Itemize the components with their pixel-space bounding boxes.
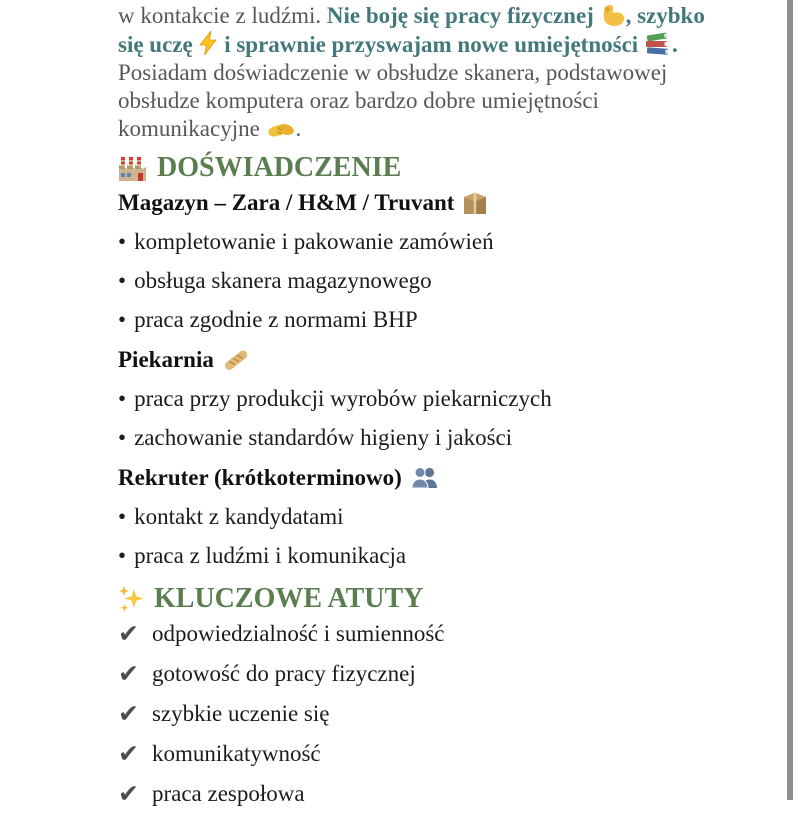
bullet-glyph: • <box>118 425 127 450</box>
bullet-text: kompletowanie i pakowanie zamówień <box>134 229 494 254</box>
bullet-text: praca przy produkcji wyrobów piekarniczych <box>134 386 552 411</box>
intro-text-teal: . <box>671 32 678 57</box>
bullet-item <box>118 425 710 451</box>
bullet-text: praca z ludźmi i komunikacja <box>134 543 407 568</box>
check-item <box>118 620 710 647</box>
bullet-text: praca zgodnie z normami BHP <box>134 307 418 332</box>
bullet-glyph: • <box>118 268 127 293</box>
bullet-glyph: • <box>118 307 127 332</box>
job-title <box>118 464 710 491</box>
bullet-glyph: • <box>118 543 127 568</box>
bullet-item <box>118 386 710 412</box>
job-title-label: Magazyn – Zara / H&M / Truvant <box>118 190 455 215</box>
bullet-glyph: • <box>118 386 127 411</box>
bullet-item <box>118 543 710 569</box>
flexed-biceps-icon <box>600 3 626 27</box>
job-title <box>118 346 710 373</box>
strengths-section-heading <box>118 582 710 616</box>
intro-text-teal: , szybko się uczę <box>118 3 705 57</box>
job-title-label: Rekruter (krótkoterminowo) <box>118 465 402 490</box>
job-title <box>118 189 710 216</box>
two-people-icon <box>410 466 440 489</box>
intro-paragraph <box>118 2 710 143</box>
baguette-icon <box>222 348 250 372</box>
intro-text-gray: w kontakcie z ludźmi. <box>118 3 327 28</box>
lightning-icon <box>198 30 218 56</box>
check-icon: ✔ <box>118 659 139 688</box>
vertical-scrollbar[interactable] <box>787 0 793 800</box>
experience-heading-label: DOŚWIADCZENIE <box>157 152 402 183</box>
bullet-item <box>118 229 710 255</box>
bullet-text: kontakt z kandydatami <box>134 504 344 529</box>
experience-section-heading <box>118 151 710 185</box>
package-icon <box>462 190 488 216</box>
intro-text-gray: Posiadam doświadczenie w obsłudze skanera, podstawowej obsłudze komputera oraz bardzo dobre umiejętności komunikacyjne <box>118 60 668 141</box>
sparkles-icon <box>118 585 145 614</box>
books-icon <box>644 32 672 56</box>
check-text: szybkie uczenie się <box>151 701 330 726</box>
check-text: gotowość do pracy fizycznej <box>151 661 416 686</box>
job-title-label: Piekarnia <box>118 347 214 372</box>
check-item <box>118 660 710 687</box>
intro-text-gray: . <box>295 116 302 141</box>
check-icon: ✔ <box>118 779 139 808</box>
check-icon: ✔ <box>118 739 139 768</box>
check-item <box>118 700 710 727</box>
factory-icon <box>118 154 148 182</box>
bullet-glyph: • <box>118 229 127 254</box>
check-icon: ✔ <box>118 699 139 728</box>
bullet-text: zachowanie standardów higieny i jakości <box>134 425 513 450</box>
check-item <box>118 740 710 767</box>
check-text: komunikatywność <box>151 741 321 766</box>
check-text: odpowiedzialność i sumienność <box>151 621 445 646</box>
bullet-text: obsługa skanera magazynowego <box>134 268 432 293</box>
check-item <box>118 780 710 807</box>
intro-text-teal: Nie boję się pracy fizycznej <box>326 3 600 28</box>
bullet-item <box>118 268 710 294</box>
bullet-item <box>118 504 710 530</box>
cv-page-content <box>118 0 710 820</box>
bullet-glyph: • <box>118 504 127 529</box>
strengths-heading-label: KLUCZOWE ATUTY <box>154 583 424 614</box>
handshake-icon <box>266 120 296 140</box>
check-icon: ✔ <box>118 619 139 648</box>
intro-text-teal: i sprawnie przyswajam nowe umiejętności <box>218 32 644 57</box>
check-text: praca zespołowa <box>151 781 305 806</box>
bullet-item <box>118 307 710 333</box>
